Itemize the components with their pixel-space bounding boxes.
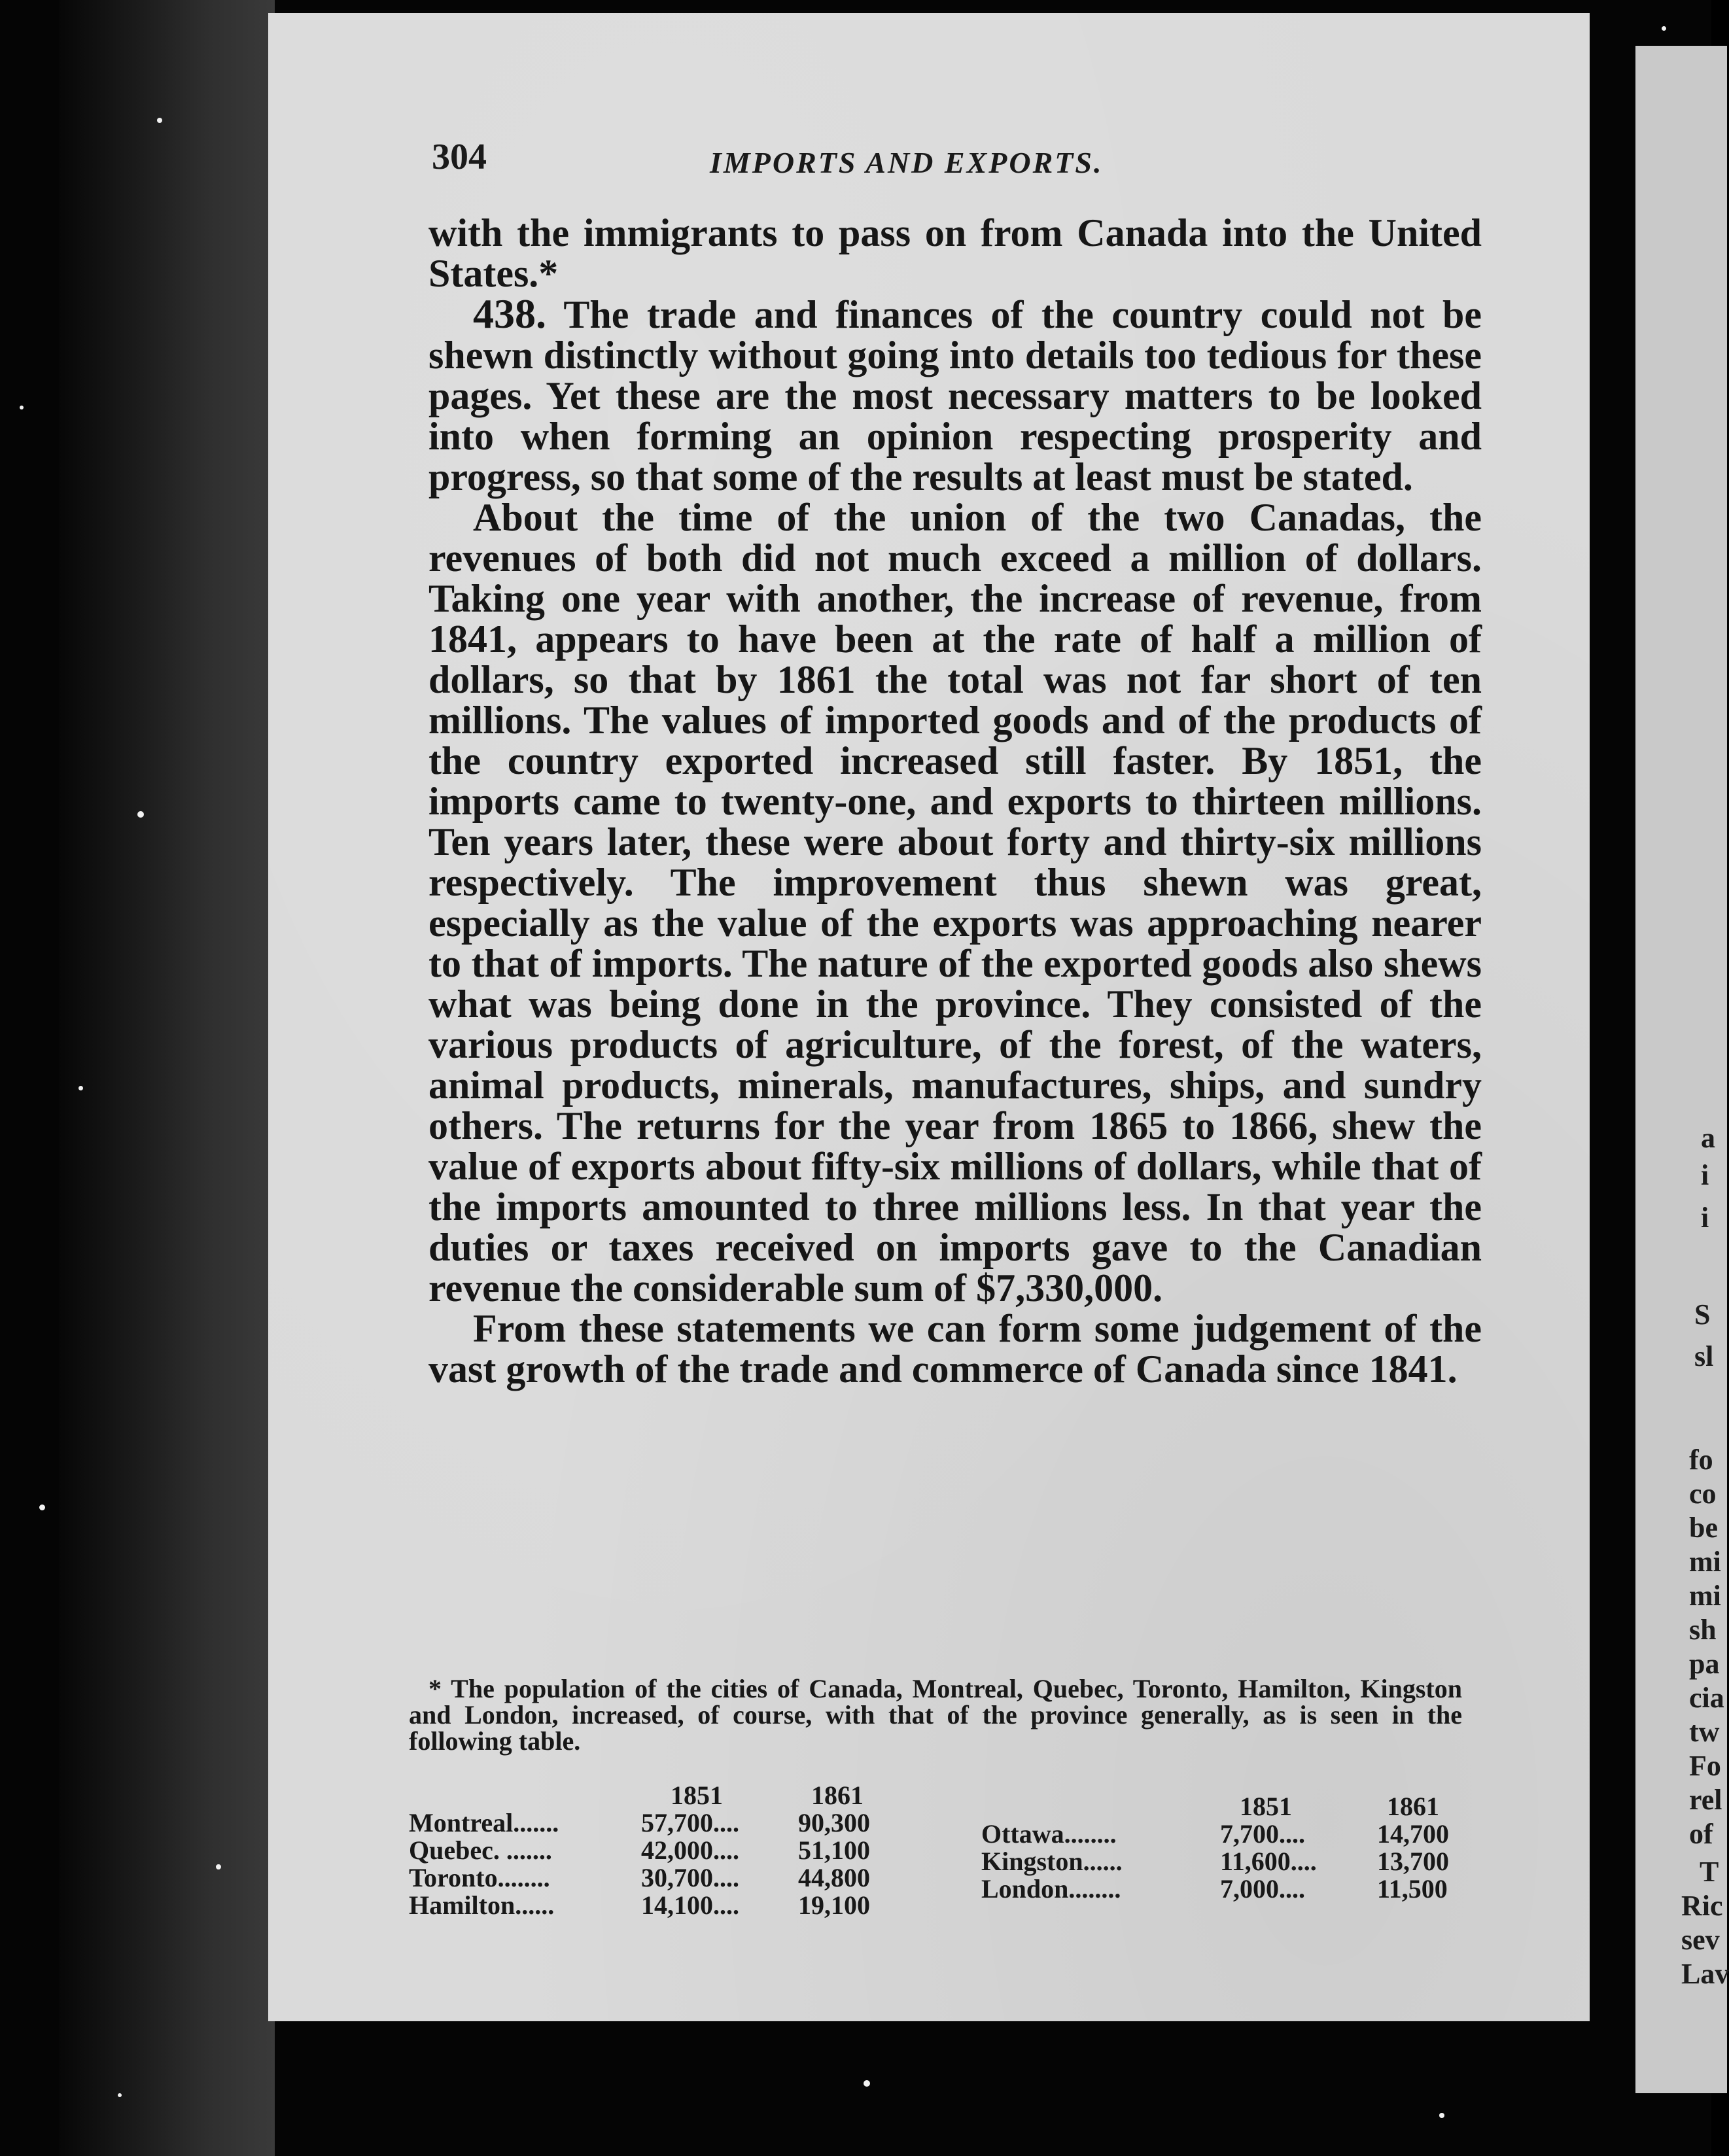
running-title: IMPORTS AND EXPORTS. [710, 146, 1104, 179]
facing-fragment: i [1701, 1159, 1709, 1191]
table-row [981, 1876, 1478, 1904]
city-name: London........ [981, 1874, 1121, 1904]
population-1861: 51,100 [798, 1835, 870, 1865]
dust-speck [79, 1086, 83, 1090]
facing-fragment: co [1689, 1478, 1717, 1510]
population-1861: 19,100 [798, 1890, 870, 1920]
city-name: Hamilton...... [409, 1890, 555, 1920]
facing-fragment: mi [1689, 1580, 1721, 1612]
facing-fragment: Ric [1681, 1890, 1723, 1922]
book-binding [59, 0, 275, 2156]
year-header: 1851 [1240, 1792, 1292, 1821]
dust-speck [1662, 26, 1666, 31]
population-1851: 14,100.... [641, 1890, 739, 1920]
table-row [409, 1837, 906, 1865]
year-header: 1861 [811, 1781, 864, 1810]
facing-fragment: S [1694, 1298, 1711, 1330]
population-1861: 14,700 [1377, 1819, 1449, 1849]
body-text [428, 213, 1482, 1389]
dust-speck [216, 1864, 221, 1869]
population-1861: 11,500 [1377, 1874, 1448, 1904]
facing-fragment: pa [1689, 1648, 1720, 1680]
paragraph-438 [428, 290, 1482, 498]
facing-fragment: Fo [1689, 1750, 1721, 1782]
population-1851: 11,600.... [1220, 1847, 1317, 1876]
facing-fragment: Lav [1681, 1958, 1729, 1990]
dust-speck [39, 1504, 45, 1510]
year-header: 1851 [671, 1781, 723, 1810]
footnote [409, 1676, 1462, 1754]
dust-speck [157, 118, 162, 123]
paragraph-revenues: About the time of the union of the two Canadas, the revenues of both did not much exceed a million of dollars. Taking one year with another, the increase of revenue, from 1841, appears to have been at the rate of half a million of dollars, so that by 1861 the total was not far short of ten millions. The values of imported goods and of the products of the country exported increased still faster. By 1851, the imports came to twenty-one, and exports to thirteen millions. Ten years later, these were about forty and thirty-six millions respectively. The improvement thus shewn was great, especially as the value of the exports was approaching nearer to that of imports. The nature of the exported goods also shews what was being done in the province. They consisted of the various products of agriculture, of the forest, of the waters, animal products, minerals, manufactures, ships, and sundry others. The returns for the year from 1865 to 1866, shew the value of exports about fifty-six millions of dollars, while that of the imports amounted to three millions less. In that year the duties or taxes received on imports gave to the Canadian revenue the considerable sum of $7,330,000. [428, 496, 1482, 1310]
table-row [409, 1810, 906, 1837]
table-header [409, 1782, 906, 1810]
population-1861: 90,300 [798, 1808, 870, 1837]
paragraph-conclusion: From these statements we can form some judgement of the vast growth of the trade and commerce of Canada since 1841. [428, 1307, 1482, 1391]
paragraph-number: 438. [473, 290, 546, 337]
population-1861: 13,700 [1377, 1847, 1449, 1876]
population-1851: 57,700.... [641, 1808, 739, 1837]
table-row [409, 1865, 906, 1892]
facing-fragment: i [1701, 1202, 1709, 1234]
population-1851: 30,700.... [641, 1863, 739, 1892]
facing-fragment: sl [1694, 1340, 1714, 1372]
dust-speck [864, 2080, 870, 2087]
population-table-right [981, 1794, 1478, 1904]
footnote-text: * The population of the cities of Canada, Montreal, Quebec, Toronto, Hamilton, Kingston and London, increased, of course, with that of the province generally, as is seen in the following table. [409, 1674, 1462, 1756]
city-name: Toronto........ [409, 1863, 550, 1892]
population-1851: 7,000.... [1220, 1874, 1305, 1904]
year-header: 1861 [1387, 1792, 1439, 1821]
paragraph-438-text: The trade and finances of the country could not be shewn distinctly without going into details too tedious for these pages. Yet these are the most necessary matters to be looked into when forming an opinion respecting prosperity and progress, so that some of the results at least must be stated. [428, 293, 1482, 498]
population-table-left [409, 1782, 906, 1920]
page-number: 304 [432, 137, 487, 177]
dust-speck [20, 406, 24, 409]
table-row [981, 1821, 1478, 1849]
table-row [409, 1892, 906, 1920]
city-name: Kingston...... [981, 1847, 1123, 1876]
population-1851: 7,700.... [1220, 1819, 1305, 1849]
facing-fragment: a [1701, 1122, 1715, 1154]
facing-fragment: fo [1689, 1444, 1713, 1476]
facing-fragment: sev [1681, 1924, 1720, 1956]
city-name: Quebec. ....... [409, 1835, 552, 1865]
city-name: Montreal....... [409, 1808, 559, 1837]
facing-fragment: sh [1689, 1614, 1717, 1646]
dust-speck [1439, 2113, 1444, 2118]
dust-speck [137, 811, 144, 818]
facing-fragment: of [1689, 1818, 1713, 1850]
paragraph-continuation: with the immigrants to pass on from Canada into the United States.* [428, 211, 1482, 295]
table-header [981, 1794, 1478, 1821]
dust-speck [118, 2093, 122, 2097]
facing-fragment: cia [1689, 1682, 1724, 1714]
facing-fragment: rel [1689, 1784, 1722, 1816]
facing-fragment: be [1689, 1512, 1718, 1544]
table-row [981, 1849, 1478, 1876]
facing-fragment: mi [1689, 1546, 1721, 1578]
facing-fragment: tw [1689, 1716, 1720, 1748]
running-head [432, 136, 1492, 188]
population-1861: 44,800 [798, 1863, 870, 1892]
page-gutter [1590, 39, 1642, 2100]
population-1851: 42,000.... [641, 1835, 739, 1865]
city-name: Ottawa........ [981, 1819, 1117, 1849]
facing-fragment: T [1700, 1856, 1719, 1888]
